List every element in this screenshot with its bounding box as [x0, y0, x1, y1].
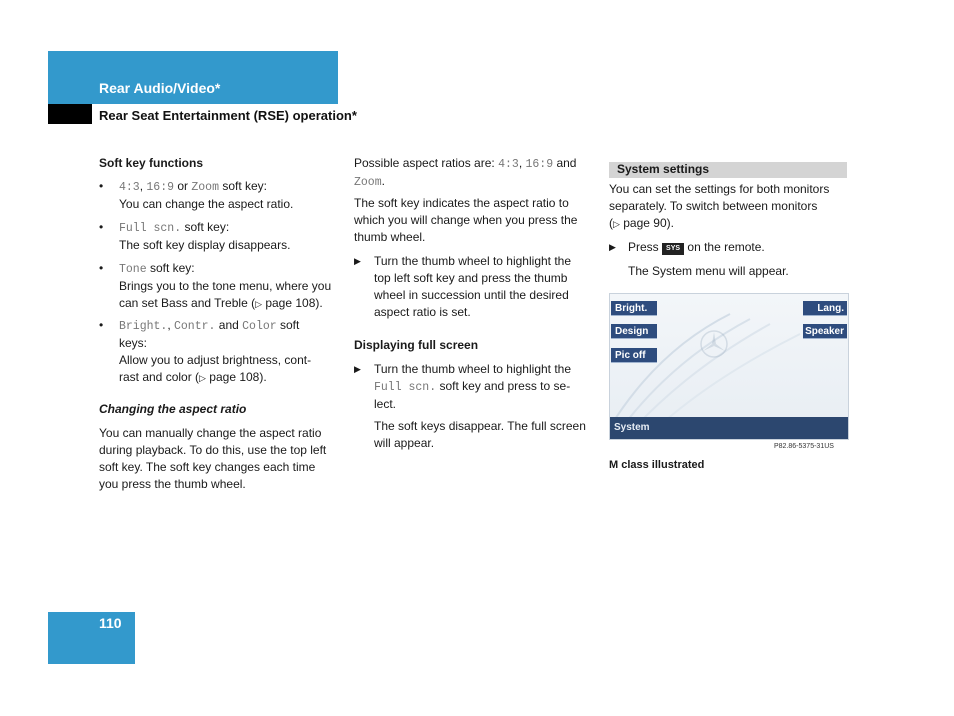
ratio-16-9: 16:9: [525, 158, 554, 171]
paragraph-line: soft key. The soft key changes each time: [99, 460, 316, 474]
paragraph-line: you press the thumb wheel.: [99, 477, 246, 491]
step-line: aspect ratio is set.: [374, 305, 471, 319]
figure-caption: M class illustrated: [609, 459, 705, 471]
list-item: [99, 317, 344, 387]
list-item: [99, 260, 344, 313]
bullet: •: [99, 318, 104, 332]
separator: ,: [518, 156, 523, 170]
paragraph-line: thumb wheel.: [354, 230, 426, 244]
softkey-design[interactable]: Design: [611, 324, 657, 339]
ratio-zoom: Zoom: [354, 176, 382, 189]
softkey-label: soft key:: [149, 261, 195, 275]
list-item: [99, 178, 344, 213]
item-description: rast and color (: [119, 370, 200, 384]
key-bright: Bright.: [119, 320, 168, 333]
key-4-3: 4:3: [119, 181, 140, 194]
paragraph-line: which you will change when you press the: [354, 213, 578, 227]
item-description: Allow you to adjust brightness, cont-: [119, 353, 312, 367]
list-item: [99, 219, 344, 254]
separator: ,: [139, 179, 144, 193]
bullet: •: [99, 179, 104, 193]
item-description: The soft key display disappears.: [119, 238, 291, 252]
item-description: You can change the aspect ratio.: [119, 197, 294, 211]
figure-code: P82.86-5375-31US: [774, 443, 834, 450]
step-line: Turn the thumb wheel to highlight the: [374, 362, 572, 376]
header-band: [48, 51, 338, 104]
softkey-bright[interactable]: Bright.: [611, 301, 657, 316]
instruction-step: [609, 239, 854, 256]
system-settings-heading: System settings: [617, 162, 710, 176]
paragraph-line: separately. To switch between monitors: [609, 199, 818, 213]
key-full-scn: Full scn.: [119, 222, 182, 235]
softkey-label: soft key:: [184, 220, 230, 234]
aspect-ratio-paragraph: [99, 425, 344, 493]
paragraph-line: (: [609, 216, 613, 230]
sys-button-icon: SYS: [662, 243, 684, 255]
key-zoom: Zoom: [191, 181, 219, 194]
page-ref-icon: ▷: [255, 299, 262, 309]
softkey-label: keys:: [119, 336, 148, 350]
period: .: [381, 174, 385, 188]
softkey-label: soft: [280, 318, 300, 332]
aspect-ratio-subheading: Changing the aspect ratio: [99, 402, 247, 416]
paragraph-text: Possible aspect ratios are:: [354, 156, 495, 170]
step-arrow-icon: ▶: [354, 364, 361, 374]
conjunction: and: [218, 318, 239, 332]
item-description: Brings you to the tone menu, where you: [119, 279, 332, 293]
softkey-label: soft key:: [222, 179, 268, 193]
logo-icon: [701, 331, 727, 357]
paragraph-line: You can set the settings for both monitors: [609, 182, 830, 196]
key-contr: Contr.: [174, 320, 216, 333]
conjunction: and: [556, 156, 577, 170]
page-ref-link[interactable]: page 108).: [205, 370, 267, 384]
key-16-9: 16:9: [146, 181, 175, 194]
paragraph-line: The soft key indicates the aspect ratio to: [354, 196, 569, 210]
page-number: 110: [99, 615, 122, 631]
full-screen-heading: Displaying full screen: [354, 338, 479, 352]
paragraph-line: during playback. To do this, use the top left: [99, 443, 327, 457]
page-ref-icon: ▷: [613, 219, 620, 229]
step-line: Turn the thumb wheel to highlight the: [374, 254, 572, 268]
system-menu-result: The System menu will appear.: [628, 264, 789, 278]
paragraph-line: The soft keys disappear. The full screen: [374, 419, 586, 433]
softkey-pic-off[interactable]: Pic off: [611, 348, 657, 363]
conjunction: or: [177, 179, 189, 193]
instruction-step: [354, 253, 599, 321]
step-line: top left soft key and press the thumb: [374, 271, 568, 285]
section-marker: [48, 104, 92, 124]
aspect-ratios-paragraph: [354, 155, 599, 191]
step-arrow-icon: ▶: [609, 242, 616, 252]
system-status-bar: System: [610, 417, 848, 439]
system-settings-paragraph: [609, 181, 854, 233]
item-description: can set Bass and Treble (: [119, 296, 256, 310]
step-line: soft key and press to se-: [439, 379, 571, 393]
paragraph-line: will appear.: [374, 436, 435, 450]
key-color: Color: [242, 320, 277, 333]
bullet: •: [99, 261, 104, 275]
step-line: lect.: [374, 397, 397, 411]
bullet: •: [99, 220, 104, 234]
ratio-4-3: 4:3: [498, 158, 519, 171]
separator: ,: [167, 318, 171, 332]
full-screen-result: [374, 418, 604, 452]
step-line: on the remote.: [687, 240, 765, 254]
chapter-title: Rear Audio/Video*: [99, 80, 221, 96]
page-ref-icon: ▷: [199, 373, 206, 383]
step-line: Press: [628, 240, 659, 254]
page-ref-link[interactable]: page 108).: [262, 296, 323, 310]
key-tone: Tone: [119, 263, 147, 276]
section-subtitle: Rear Seat Entertainment (RSE) operation*: [99, 108, 357, 123]
instruction-step: [354, 361, 599, 413]
softkey-functions-heading: Soft key functions: [99, 156, 204, 170]
softkey-lang[interactable]: Lang.: [803, 301, 847, 316]
step-line: wheel in succession until the desired: [374, 288, 569, 302]
softkey-speaker[interactable]: Speaker: [803, 324, 847, 339]
system-menu-screen: [609, 293, 849, 440]
key-full-scn: Full scn.: [374, 381, 437, 394]
paragraph-line: You can manually change the aspect ratio: [99, 426, 322, 440]
softkey-indicator-paragraph: [354, 195, 599, 246]
step-arrow-icon: ▶: [354, 256, 361, 266]
page-ref-link[interactable]: page 90).: [619, 216, 674, 230]
